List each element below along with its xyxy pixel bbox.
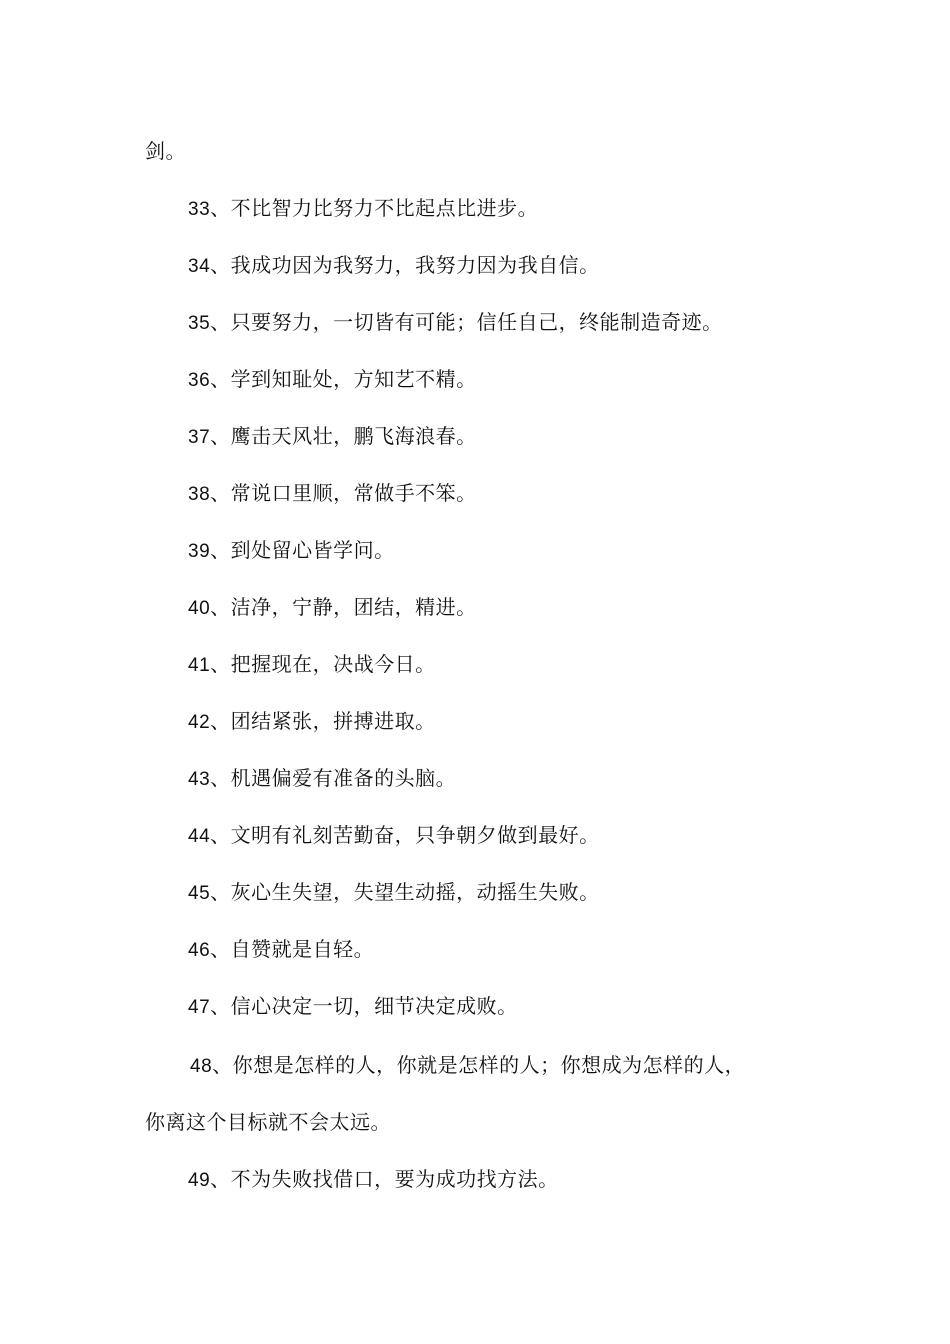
item-number: 35 [188,313,211,334]
list-item [188,764,456,794]
item-text: 、文明有礼刻苦勤奋，只争朝夕做到最好。 [210,823,600,847]
list-item [188,878,600,908]
list-item [188,935,374,965]
list-item [188,422,477,452]
item-number: 42 [188,712,211,733]
item-number: 34 [188,256,211,277]
item-number: 44 [188,826,211,847]
item-text: 、鹰击天风壮，鹏飞海浪春。 [210,424,477,448]
item-text: 、不为失败找借口，要为成功找方法。 [210,1167,559,1191]
item-number: 46 [188,940,211,961]
list-item-continuation [145,1108,391,1136]
item-number: 33 [188,199,211,220]
item-text: 、你想是怎样的人，你就是怎样的人；你想成为怎样的人， [212,1053,746,1077]
item-number: 36 [188,370,211,391]
item-text: 、把握现在，决战今日。 [210,652,436,676]
item-number: 45 [188,883,211,904]
item-text: 、机遇偏爱有准备的头脑。 [210,766,457,790]
item-number: 39 [188,541,211,562]
item-number: 49 [188,1170,211,1191]
item-number: 43 [188,769,211,790]
list-item [188,536,395,566]
item-number: 40 [188,598,211,619]
item-number: 41 [188,655,211,676]
continuation-line [145,137,186,165]
item-text: 、信心决定一切，细节决定成败。 [210,994,518,1018]
item-number: 37 [188,427,211,448]
item-text: 、常说口里顺，常做手不笨。 [210,481,477,505]
item-text: 、只要努力，一切皆有可能；信任自己，终能制造奇迹。 [210,310,723,334]
item-number: 48 [190,1056,213,1077]
list-item [188,251,600,281]
item-text: 、学到知耻处，方知艺不精。 [210,367,477,391]
list-item [188,308,723,338]
list-item [188,365,477,395]
item-text: 、团结紧张，拼搏进取。 [210,709,436,733]
list-item [188,707,436,737]
list-item [188,593,477,623]
list-item [188,194,538,224]
item-text: 、我成功因为我努力，我努力因为我自信。 [210,253,600,277]
item-text: 、不比智力比努力不比起点比进步。 [210,196,539,220]
item-text: 、灰心生失望，失望生动摇，动摇生失败。 [210,880,600,904]
item-number: 38 [188,484,211,505]
list-item [188,479,477,509]
list-item [188,1165,559,1195]
item-continuation-text: 你离这个目标就不会太远。 [145,1110,391,1134]
list-item [188,992,518,1022]
list-item [190,1051,745,1081]
item-text: 、到处留心皆学问。 [210,538,395,562]
item-text: 、洁净，宁静，团结，精进。 [210,595,477,619]
item-text: 、自赞就是自轻。 [210,937,375,961]
item-number: 47 [188,997,211,1018]
list-item [188,650,436,680]
continuation-text: 剑。 [145,139,186,163]
list-item [188,821,600,851]
